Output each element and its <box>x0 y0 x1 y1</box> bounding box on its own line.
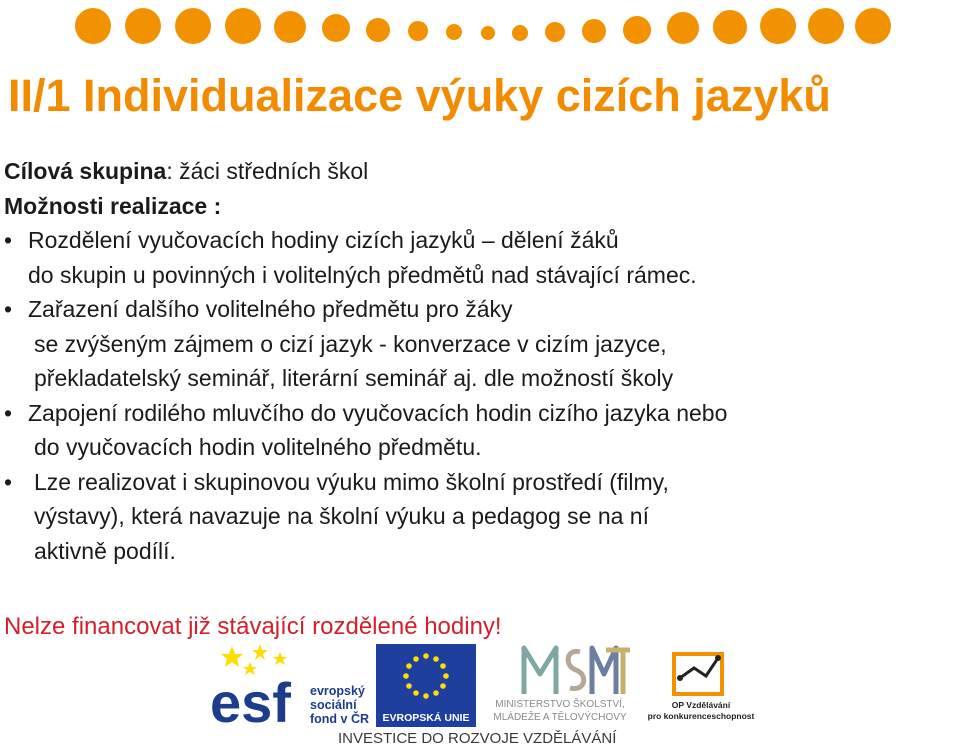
bullet-continuation: do vyučovacích hodin volitelného předmětu. <box>34 434 482 460</box>
op-mark-icon <box>646 644 756 700</box>
msmt-line: MINISTERSTVO ŠKOLSTVÍ, <box>495 699 625 710</box>
eu-logo <box>376 644 476 728</box>
bullet-item <box>4 396 944 431</box>
bullet-marker: • <box>4 227 13 253</box>
bullet-continuation: výstavy), která navazuje na školní výuku a pedagog se na ní <box>34 503 649 529</box>
msmt-logo <box>480 640 640 726</box>
bullet-item <box>4 465 944 500</box>
bullet-text: Zařazení dalšího volitelného předmětu pro žáky <box>28 296 513 322</box>
eu-label: EVROPSKÁ UNIE <box>376 709 476 727</box>
bullet-text: Lze realizovat i skupinovou výuku mimo školní prostředí (filmy, <box>34 468 669 495</box>
target-group-label: Cílová skupina <box>4 158 167 184</box>
bullet-continuation: překladatelský seminář, literární seminář aj. dle možností školy <box>34 365 674 391</box>
bullet-marker: • <box>4 296 13 322</box>
bullet-item <box>4 223 944 258</box>
op-logo <box>646 644 756 728</box>
esf-line: fond v ČR <box>310 712 370 726</box>
esf-mark-icon <box>210 642 310 726</box>
esf-line: sociální <box>310 698 357 712</box>
bullet-continuation: se zvýšeným zájmem o cizí jazyk - konverzace v cizím jazyce, <box>34 330 667 357</box>
svg-text:esf: esf <box>210 671 291 726</box>
op-line: pro konkurenceschopnost <box>647 711 755 721</box>
bullet-marker: • <box>4 399 13 426</box>
msmt-label <box>480 698 640 724</box>
target-group-value: : žáci středních škol <box>166 158 369 184</box>
esf-line: evropský <box>310 684 365 698</box>
decorative-dots <box>0 0 960 60</box>
eu-flag-icon <box>376 644 476 709</box>
page-title: II/1 Individualizace výuky cizích jazyků <box>8 70 831 121</box>
esf-logo <box>210 642 378 726</box>
bullet-text: Rozdělení vyučovacích hodiny cizích jazyků – dělení žáků <box>28 227 619 253</box>
bullet-marker: • <box>4 468 13 495</box>
bullet-text: Zapojení rodilého mluvčího do vyučovacích hodin cizího jazyka nebo <box>28 399 728 426</box>
esf-text <box>310 684 369 726</box>
bullet-continuation: do skupin u povinných i volitelných předmětů nad stávající rámec. <box>28 261 697 288</box>
sponsor-logos <box>206 640 776 730</box>
op-line: OP Vzdělávání <box>671 700 731 710</box>
msmt-line: MLÁDEŽE A TĚLOVÝCHOVY <box>493 712 627 723</box>
warning-text: Nelze financovat již stávající rozdělené hodiny! <box>4 613 502 640</box>
slide-content <box>4 154 944 568</box>
msmt-mark-icon <box>480 640 640 698</box>
op-label <box>646 700 756 722</box>
bullet-item <box>4 292 944 327</box>
footer-slogan: INVESTICE DO ROZVOJE VZDĚLÁVÁNÍ <box>338 730 617 747</box>
options-heading: Možnosti realizace : <box>4 192 222 219</box>
bullet-continuation: aktivně podílí. <box>34 537 176 564</box>
target-group-line <box>4 154 944 189</box>
